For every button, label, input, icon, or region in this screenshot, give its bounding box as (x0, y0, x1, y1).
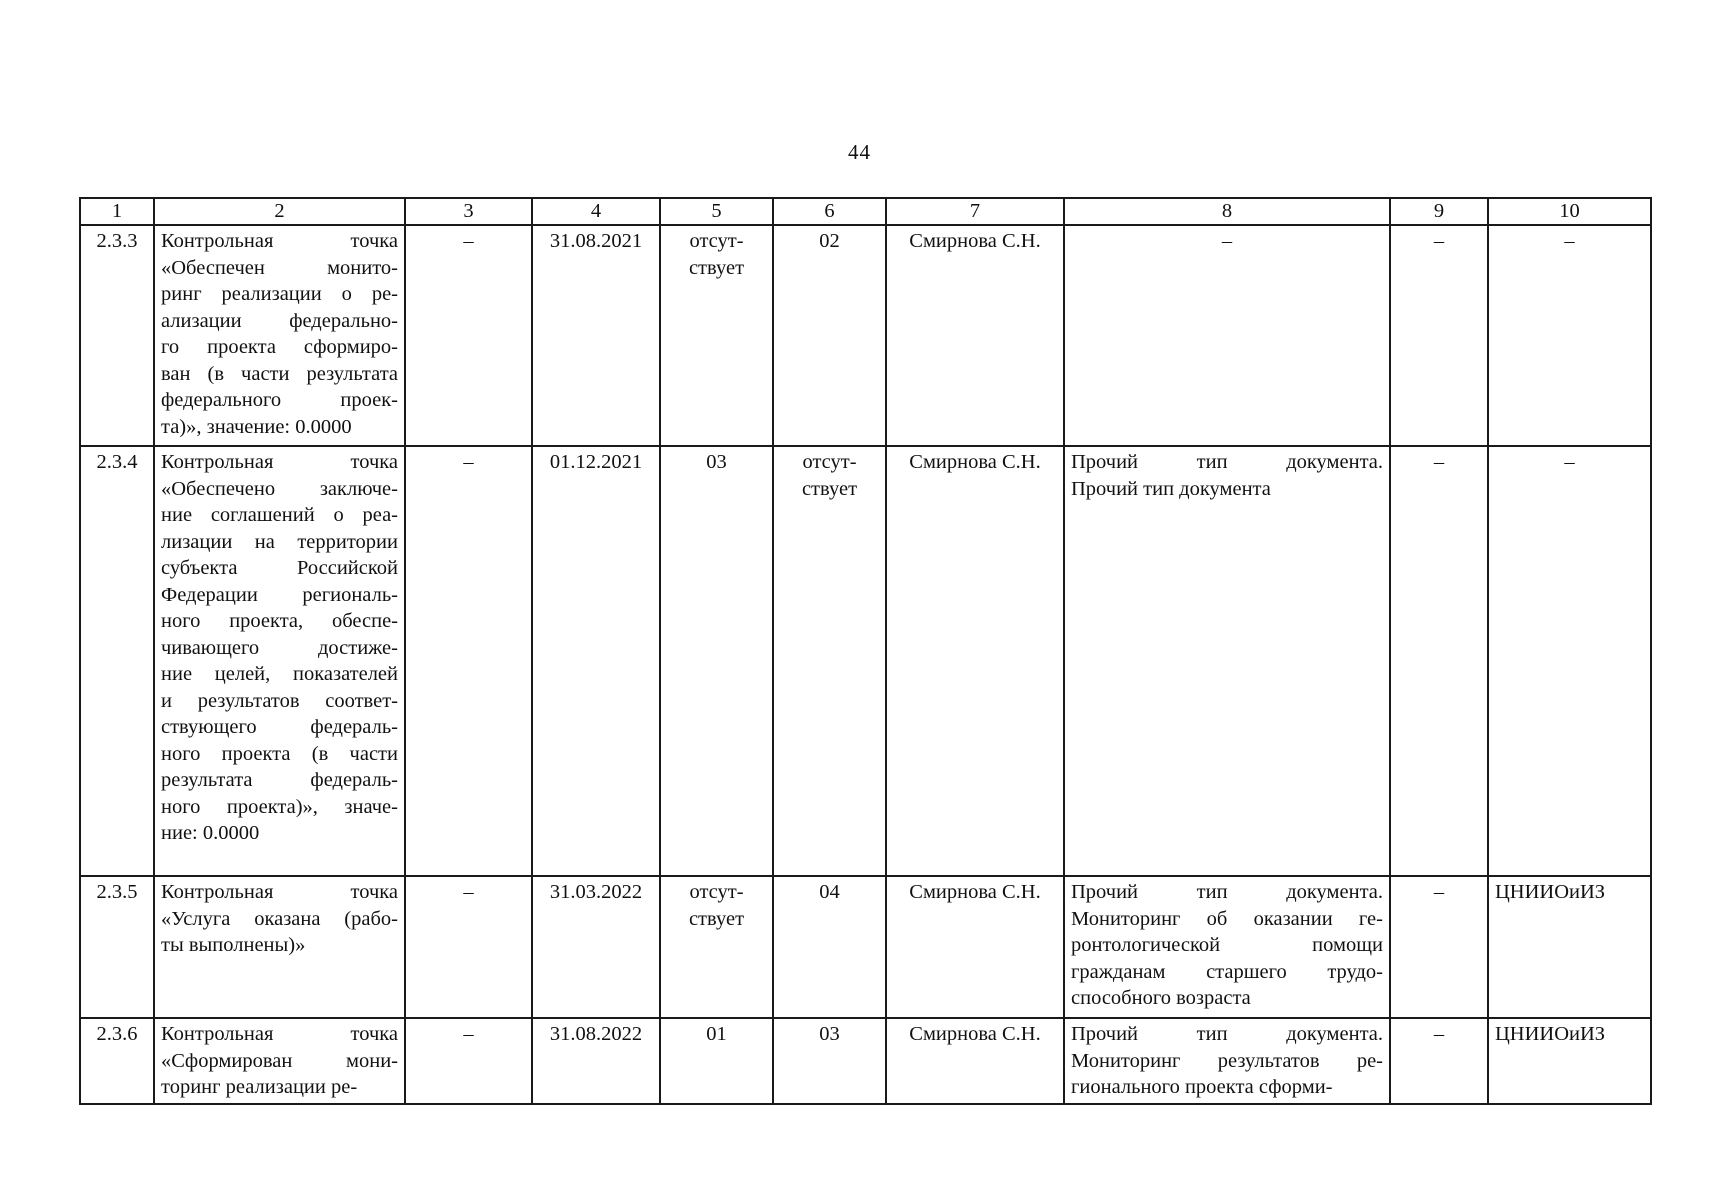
date-cell: 01.12.2021 (532, 446, 660, 876)
description-cell: Контрольная точка «Сформирован мони- торинг реализации ре- (154, 1018, 405, 1104)
date-cell: 31.03.2022 (532, 876, 660, 1018)
col5-cell: 01 (660, 1018, 773, 1104)
organization-cell: – (1488, 225, 1651, 446)
description-cell: Контрольная точка «Обеспечено заключе- ние соглашений о реа- лизации на территории субъекта Российской Федерации региональ- ного проекта, обеспе- чивающего достиже- ние целей, показателей и результатов соответ- ствующего федераль- ного проекта (в части результата федераль- ного проекта)», значе- ние: 0.0000 (154, 446, 405, 876)
row-number-cell: 2.3.6 (80, 1018, 154, 1104)
row-number-cell: 2.3.4 (80, 446, 154, 876)
col6-cell: 02 (773, 225, 886, 446)
col3-cell: – (405, 225, 532, 446)
header-cell: 9 (1390, 198, 1488, 225)
table-row (80, 446, 1651, 876)
col5-cell: отсут- ствует (660, 876, 773, 1018)
description-cell: Контрольная точка «Обеспечен монито- ринг реализации о ре- ализации федерально- го проекта сформиро- ван (в части результата федерального проек- та)», значение: 0.0000 (154, 225, 405, 446)
header-cell: 2 (154, 198, 405, 225)
organization-cell: ЦНИИОиИЗ (1488, 876, 1651, 1018)
col9-cell: – (1390, 876, 1488, 1018)
description-cell: Контрольная точка «Услуга оказана (рабо- ты выполнены)» (154, 876, 405, 1018)
col9-cell: – (1390, 1018, 1488, 1104)
table-row (80, 1018, 1651, 1104)
responsible-cell: Смирнова С.Н. (886, 225, 1064, 446)
header-cell: 5 (660, 198, 773, 225)
row-number-cell: 2.3.3 (80, 225, 154, 446)
table-header-row (80, 198, 1651, 225)
col6-cell: отсут- ствует (773, 446, 886, 876)
col3-cell: – (405, 876, 532, 1018)
col5-cell: 03 (660, 446, 773, 876)
header-cell: 1 (80, 198, 154, 225)
col3-cell: – (405, 446, 532, 876)
header-cell: 7 (886, 198, 1064, 225)
col9-cell: – (1390, 446, 1488, 876)
document-cell: Прочий тип документа. Мониторинг результатов ре- гионального проекта сформи- (1064, 1018, 1390, 1104)
header-cell: 4 (532, 198, 660, 225)
organization-cell: ЦНИИОиИЗ (1488, 1018, 1651, 1104)
col3-cell: – (405, 1018, 532, 1104)
col9-cell: – (1390, 225, 1488, 446)
organization-cell: – (1488, 446, 1651, 876)
col5-cell: отсут- ствует (660, 225, 773, 446)
table-row (80, 876, 1651, 1018)
col6-cell: 03 (773, 1018, 886, 1104)
date-cell: 31.08.2022 (532, 1018, 660, 1104)
col6-cell: 04 (773, 876, 886, 1018)
row-number-cell: 2.3.5 (80, 876, 154, 1018)
header-cell: 3 (405, 198, 532, 225)
data-table (79, 197, 1652, 1105)
header-cell: 10 (1488, 198, 1651, 225)
header-cell: 8 (1064, 198, 1390, 225)
document-cell: Прочий тип документа. Мониторинг об оказании ге- ронтологической помощи гражданам старшего трудо- способного возраста (1064, 876, 1390, 1018)
document-cell: – (1064, 225, 1390, 446)
table-row (80, 225, 1651, 446)
page-number: 44 (848, 140, 871, 164)
responsible-cell: Смирнова С.Н. (886, 876, 1064, 1018)
responsible-cell: Смирнова С.Н. (886, 1018, 1064, 1104)
document-cell: Прочий тип документа. Прочий тип документа (1064, 446, 1390, 876)
date-cell: 31.08.2021 (532, 225, 660, 446)
header-cell: 6 (773, 198, 886, 225)
responsible-cell: Смирнова С.Н. (886, 446, 1064, 876)
